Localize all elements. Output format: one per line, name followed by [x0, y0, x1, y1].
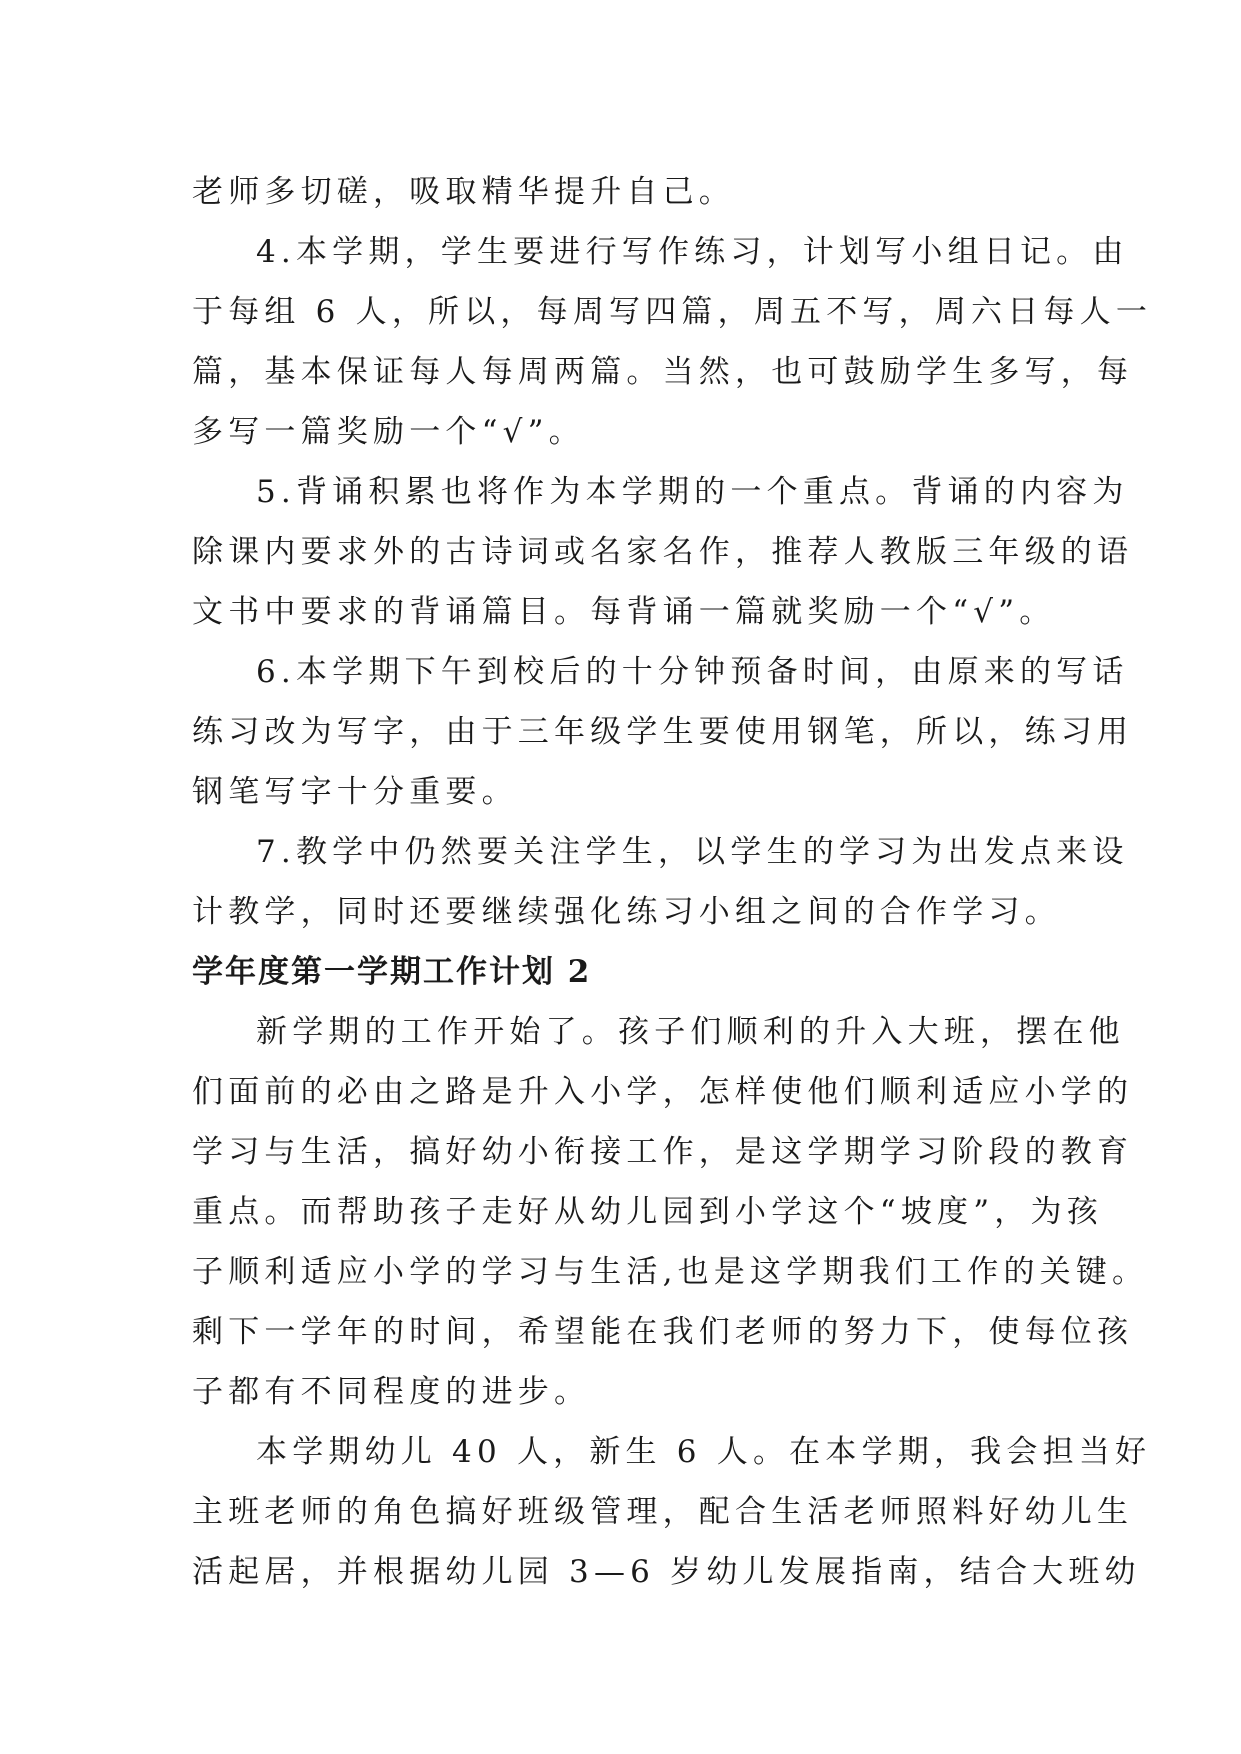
text-line: 文书中要求的背诵篇目。每背诵一篇就奖励一个“√”。	[192, 594, 1056, 630]
paragraph-item-7	[192, 822, 1129, 942]
text-line: 新学期的工作开始了。孩子们顺利的升入大班，摆在他	[256, 1014, 1125, 1050]
text-line: 4.本学期，学生要进行写作练习，计划写小组日记。由	[256, 234, 1129, 270]
text-line: 本学期幼儿 40 人，新生 6 人。在本学期，我会担当好	[256, 1434, 1152, 1470]
paragraph-class-info	[192, 1422, 1152, 1602]
text-line: 多写一篇奖励一个“√”。	[192, 414, 585, 450]
text-line: 们面前的必由之路是升入小学，怎样使他们顺利适应小学的	[192, 1074, 1134, 1110]
text-line: 篇，基本保证每人每周两篇。当然，也可鼓励学生多写，每	[192, 354, 1134, 390]
text-line: 于每组 6 人，所以，每周写四篇，周五不写，周六日每人一	[192, 294, 1153, 330]
text-line: 剩下一学年的时间，希望能在我们老师的努力下，使每位孩	[192, 1314, 1134, 1350]
text-line: 除课内要求外的古诗词或名家名作，推荐人教版三年级的语	[192, 534, 1134, 570]
text-line: 计教学，同时还要继续强化练习小组之间的合作学习。	[192, 894, 1061, 930]
text-line: 7.教学中仍然要关注学生，以学生的学习为出发点来设	[256, 834, 1129, 870]
section-heading: 学年度第一学期工作计划 2	[192, 954, 592, 990]
text-line: 钢笔写字十分重要。	[192, 774, 518, 810]
text-line: 活起居，并根据幼儿园 3—6 岁幼儿发展指南，结合大班幼	[192, 1554, 1141, 1590]
text-line: 6.本学期下午到校后的十分钟预备时间，由原来的写话	[256, 654, 1129, 690]
paragraph-item-5	[192, 462, 1134, 642]
text-line: 5.背诵积累也将作为本学期的一个重点。背诵的内容为	[256, 474, 1129, 510]
text-line: 重点。而帮助孩子走好从幼儿园到小学这个“坡度”，为孩	[192, 1194, 1103, 1230]
paragraph-intro	[192, 1002, 1149, 1422]
document-body	[192, 162, 1153, 1602]
paragraph-item-6	[192, 642, 1134, 822]
text-line: 老师多切磋，吸取精华提升自己。	[192, 174, 735, 210]
paragraph-item-4	[192, 222, 1153, 462]
paragraph-continuation	[192, 162, 1056, 222]
text-line: 学习与生活，搞好幼小衔接工作，是这学期学习阶段的教育	[192, 1134, 1134, 1170]
text-line: 主班老师的角色搞好班级管理，配合生活老师照料好幼儿生	[192, 1494, 1134, 1530]
text-line: 子都有不同程度的进步。	[192, 1374, 591, 1410]
text-line: 子顺利适应小学的学习与生活,也是这学期我们工作的关键。	[192, 1254, 1149, 1290]
text-line: 练习改为写字，由于三年级学生要使用钢笔，所以，练习用	[192, 714, 1134, 750]
